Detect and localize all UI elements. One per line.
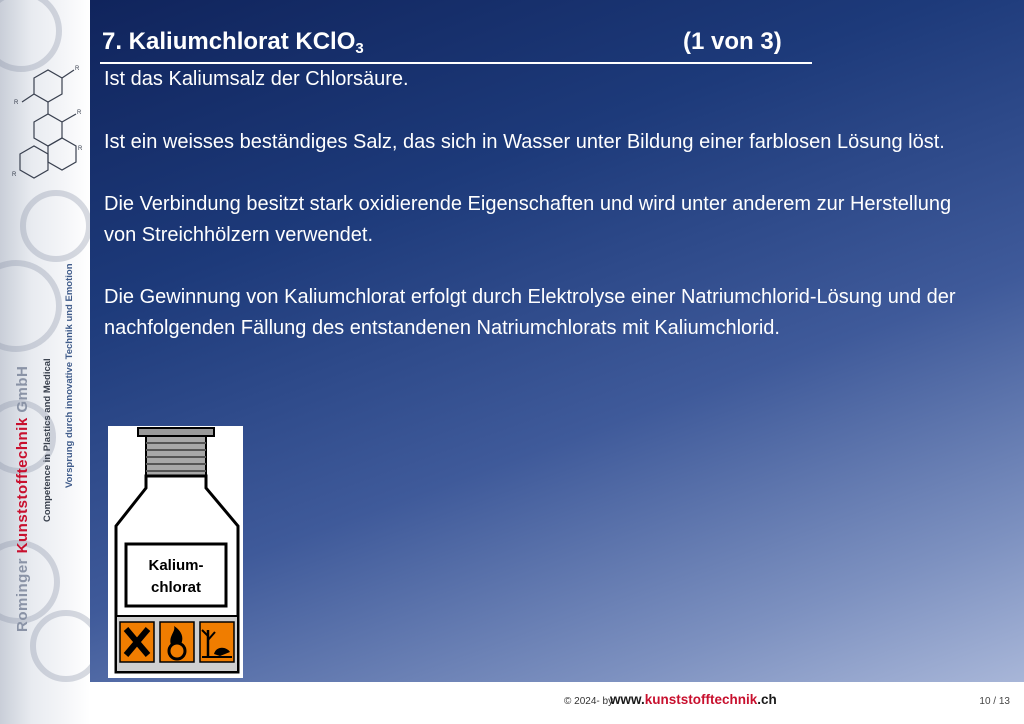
svg-text:R: R	[75, 66, 80, 72]
company-name-brand: Kunststofftechnik	[14, 417, 31, 554]
copyright-text: © 2024- by	[564, 696, 614, 707]
paragraph: Ist das Kaliumsalz der Chlorsäure.	[104, 68, 409, 90]
bottle-icon	[108, 426, 243, 678]
paragraph: Die Gewinnung von Kaliumchlorat erfolgt durch Elektrolyse einer Natriumchlorid-Lösung und der nachfolgenden Fällung des entstandenen Natriumchlorats mit Kaliumchlorid.	[104, 286, 956, 339]
ring-graphic	[0, 260, 62, 352]
environment-hazard-icon	[200, 622, 234, 662]
harmful-x-icon	[120, 622, 154, 662]
website-brand: kunststofftechnik	[644, 692, 758, 707]
chemical-bottle-image	[108, 426, 243, 678]
paragraph: Ist ein weisses beständiges Salz, das sich in Wasser unter Bildung einer farblosen Lösung löst.	[104, 130, 945, 153]
slide-panel	[90, 0, 1024, 682]
website-suffix: .ch	[757, 692, 777, 707]
page-number: 10 / 13	[979, 696, 1010, 707]
company-tagline: Competence in Plastics and Medical	[42, 358, 53, 522]
molecule-structure-icon	[4, 60, 90, 190]
slide-title-subscript: 3	[355, 40, 364, 57]
company-name	[14, 366, 31, 632]
footer	[90, 682, 1024, 724]
bottle-label-line1: Kalium-	[148, 557, 204, 574]
paragraph: Die Verbindung besitzt stark oxidierende Eigenschaften und wird unter anderem zur Herstellung von Streichhölzern verwendet.	[104, 193, 952, 246]
svg-text:R: R	[77, 110, 82, 116]
slide-body	[104, 64, 984, 375]
svg-text:R: R	[78, 146, 83, 152]
svg-text:R: R	[14, 100, 19, 106]
slide-title-page: (1 von 3)	[683, 28, 782, 55]
sidebar-decoration	[0, 0, 90, 724]
company-name-prefix: Rominger	[14, 553, 31, 632]
bottle-label-line2: chlorat	[150, 579, 202, 596]
slide-title	[102, 28, 364, 57]
slide-title-text: 7. Kaliumchlorat KClO	[102, 28, 356, 55]
svg-text:R: R	[12, 172, 17, 178]
company-slogan: Vorsprung durch innovative Technik und Emotion	[64, 263, 75, 488]
ring-graphic	[20, 190, 90, 262]
oxidizing-flame-icon	[160, 622, 194, 662]
website-prefix: www.	[610, 692, 645, 707]
company-name-suffix: GmbH	[14, 365, 31, 418]
website-link[interactable]	[610, 692, 777, 707]
ring-graphic	[30, 610, 90, 682]
